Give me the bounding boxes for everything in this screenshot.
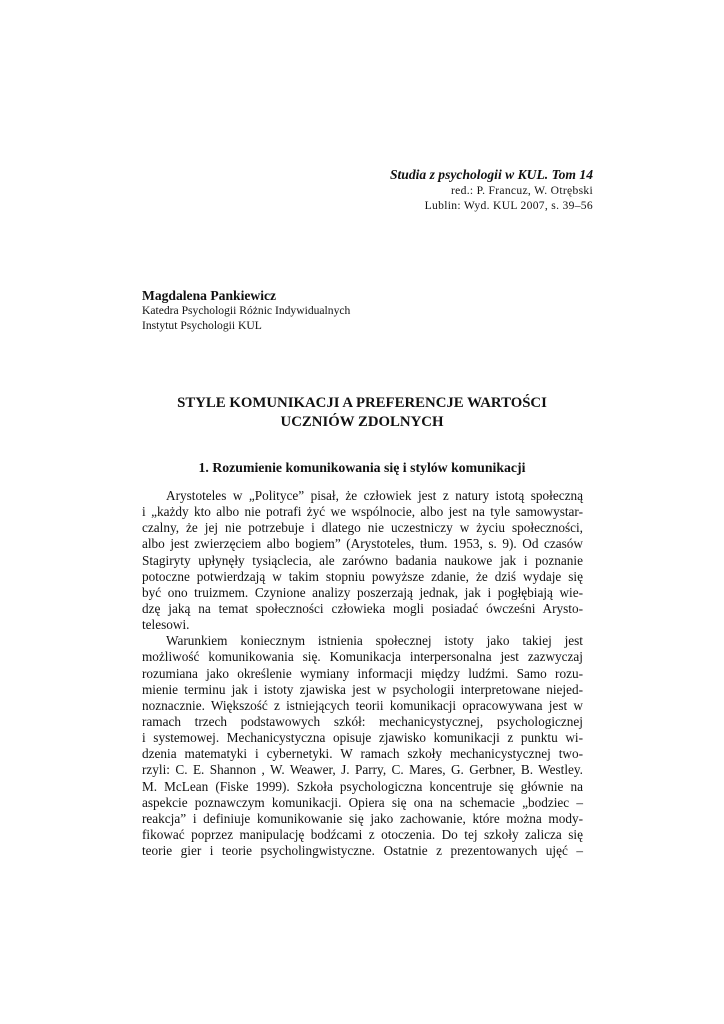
text-line: rozumiana jako określenie wymiany informacji między ludźmi. Samo rozu- bbox=[142, 665, 583, 681]
affiliation-department: Katedra Psychologii Różnic Indywidualnych bbox=[142, 304, 351, 317]
text-line: być ono truizmem. Czynione analizy poszerzają jednak, jak i pogłębiają wie- bbox=[142, 584, 583, 600]
section-heading: 1. Rozumienie komunikowania się i stylów komunikacji bbox=[198, 460, 526, 475]
article-title-line: UCZNIÓW ZDOLNYCH bbox=[280, 414, 444, 430]
text-line: i systemowej. Mechanicystyczna opisuje zjawisko komunikacji z punktu wi- bbox=[142, 730, 583, 746]
text-line: Arystoteles w „Polityce” pisał, że człowiek jest z natury istotą społeczną bbox=[166, 488, 583, 503]
article-title bbox=[142, 394, 582, 432]
text-line: noznacznie. Większość z istniejących teorii komunikacji opracowywana jest w bbox=[142, 697, 583, 713]
article-title-line: STYLE KOMUNIKACJI A PREFERENCJE WARTOŚCI bbox=[177, 395, 547, 411]
text-line: potoczne potwierdzają w takim stopniu powyższe zdanie, że dziś wydaje się bbox=[142, 568, 583, 584]
text-line: mienie terminu jak i istoty zjawiska jest w psychologii interpretowane niejed- bbox=[142, 681, 583, 697]
text-line: albo jest zwierzęciem albo bogiem” (Arystoteles, tłum. 1953, s. 9). Od czasów bbox=[142, 536, 583, 552]
text-line: fikować poprzez manipulację bodźcami z otoczenia. Do tej szkoły zalicza się bbox=[142, 826, 583, 842]
text-line: M. McLean (Fiske 1999). Szkoła psychologiczna koncentruje się głównie na bbox=[142, 778, 583, 794]
affiliation-institute: Instytut Psychologii KUL bbox=[142, 318, 262, 332]
paragraph-2 bbox=[142, 633, 583, 859]
text-line: czalny, że jej nie potrzebuje i dlatego nie uczestniczy w życiu społeczności, bbox=[142, 520, 583, 536]
text-line: telesowi. bbox=[142, 617, 190, 633]
text-line: dzenia matematyki i cybernetyki. W ramach szkoły mechanicystycznej two- bbox=[142, 746, 583, 762]
text-line: ramach trzech podstawowych szkół: mechanicystycznej, psychologicznej bbox=[142, 713, 583, 729]
text-line: Stagiryty upłynęły tysiąclecia, ale zarówno badania naukowe jak i poznanie bbox=[142, 552, 583, 568]
author-name: Magdalena Pankiewicz bbox=[142, 288, 277, 303]
text-line: reakcja” i definiuje komunikowanie się jako zachowanie, które można mody- bbox=[142, 810, 583, 826]
body-text bbox=[142, 488, 583, 859]
journal-title: Studia z psychologii w KUL. Tom 14 bbox=[389, 167, 593, 182]
publication-info: Lublin: Wyd. KUL 2007, s. 39–56 bbox=[424, 199, 593, 212]
text-line: aspekcie poznawczym komunikacji. Opiera się ona na schemacie „bodziec – bbox=[142, 794, 583, 810]
editors-line: red.: P. Francuz, W. Otrębski bbox=[450, 184, 593, 197]
text-line: i „każdy kto albo nie potrafi żyć we wspólnocie, albo jest na tyle samowystar- bbox=[142, 504, 583, 520]
author-block bbox=[142, 287, 350, 333]
publication-header bbox=[390, 166, 593, 213]
text-line: dzę jaką na temat społeczności człowieka mogli posiadać ówcześni Arysto- bbox=[142, 600, 583, 616]
text-line: Warunkiem koniecznym istnienia społecznej istoty jako takiej jest bbox=[166, 633, 583, 649]
text-line: rzyli: C. E. Shannon , W. Weawer, J. Parry, C. Mares, G. Gerbner, B. Westley. bbox=[142, 762, 583, 778]
paragraph-1 bbox=[142, 488, 583, 633]
text-line: możliwość komunikowania się. Komunikacja interpersonalna jest zazwyczaj bbox=[142, 649, 583, 665]
text-line: teorie gier i teorie psycholingwistyczne. Ostatnie z prezentowanych ujęć – bbox=[142, 843, 583, 859]
